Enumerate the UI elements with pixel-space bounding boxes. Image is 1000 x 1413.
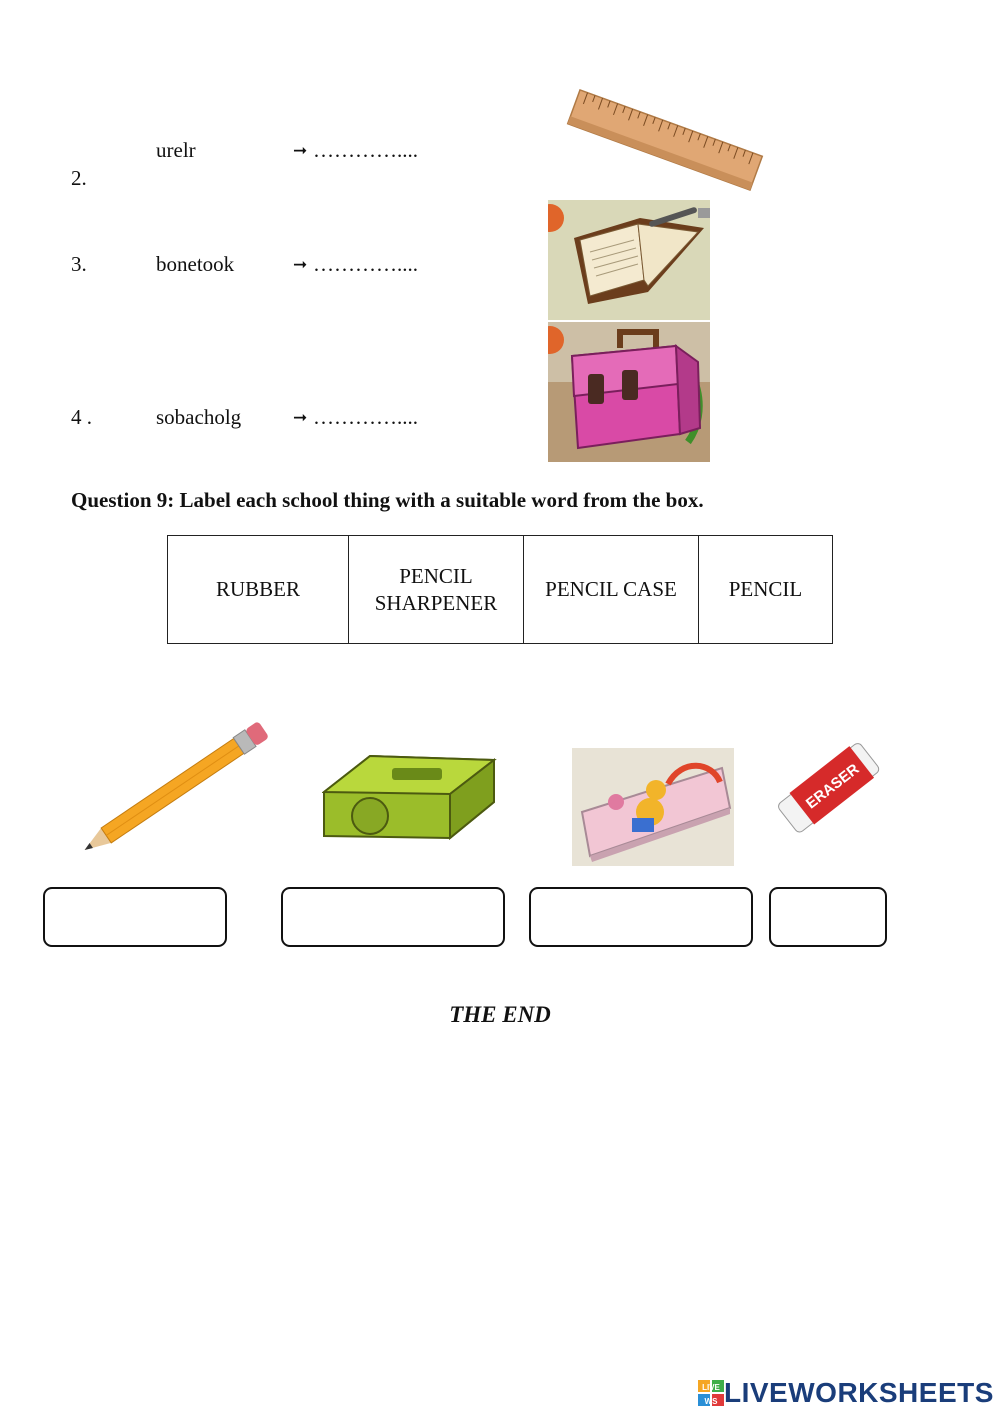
- eraser-label: ERASER: [802, 760, 863, 813]
- liveworksheets-logo: [698, 1376, 994, 1410]
- arrow-icon: ➞: [293, 408, 308, 428]
- logo-badge-top: LIVE: [702, 1383, 720, 1392]
- end-text: THE END: [449, 1002, 551, 1027]
- label-box-pencil[interactable]: [43, 887, 227, 947]
- scramble-word-2: urelr: [156, 138, 196, 162]
- pencil-image: [68, 718, 283, 860]
- logo-badge-icon: [698, 1380, 724, 1406]
- scramble-word-3: bonetook: [156, 252, 235, 276]
- logo-badge-bottom: WS: [704, 1397, 718, 1406]
- item-number-3: 3.: [71, 252, 87, 276]
- label-box-sharpener[interactable]: [281, 887, 505, 947]
- pencil-case-image: [572, 748, 734, 866]
- ruler-image: [560, 88, 770, 193]
- eraser-image: [772, 730, 884, 844]
- word-box-cell: PENCIL SHARPENER: [349, 536, 524, 644]
- school-bag-image: [548, 322, 710, 462]
- question-9-title: Question 9: Label each school thing with a suitable word from the box.: [71, 488, 704, 512]
- word-box-cell: RUBBER: [168, 536, 349, 644]
- answer-blank-3[interactable]: …………....: [313, 252, 418, 276]
- word-box-cell: PENCIL CASE: [524, 536, 699, 644]
- sharpener-image: [322, 752, 497, 844]
- word-box: [167, 535, 833, 644]
- label-box-pencil-case[interactable]: [529, 887, 753, 947]
- arrow-icon: ➞: [293, 141, 308, 161]
- arrow-icon: ➞: [293, 255, 308, 275]
- word-box-cell: PENCIL: [699, 536, 833, 644]
- item-number-4: 4 .: [71, 405, 92, 429]
- notebook-image: [548, 200, 710, 320]
- item-number-2: 2.: [71, 166, 87, 190]
- answer-blank-2[interactable]: …………....: [313, 138, 418, 162]
- scramble-word-4: sobacholg: [156, 405, 242, 429]
- label-box-rubber[interactable]: [769, 887, 887, 947]
- logo-text: LIVEWORKSHEETS: [724, 1377, 994, 1408]
- answer-blank-4[interactable]: …………....: [313, 405, 418, 429]
